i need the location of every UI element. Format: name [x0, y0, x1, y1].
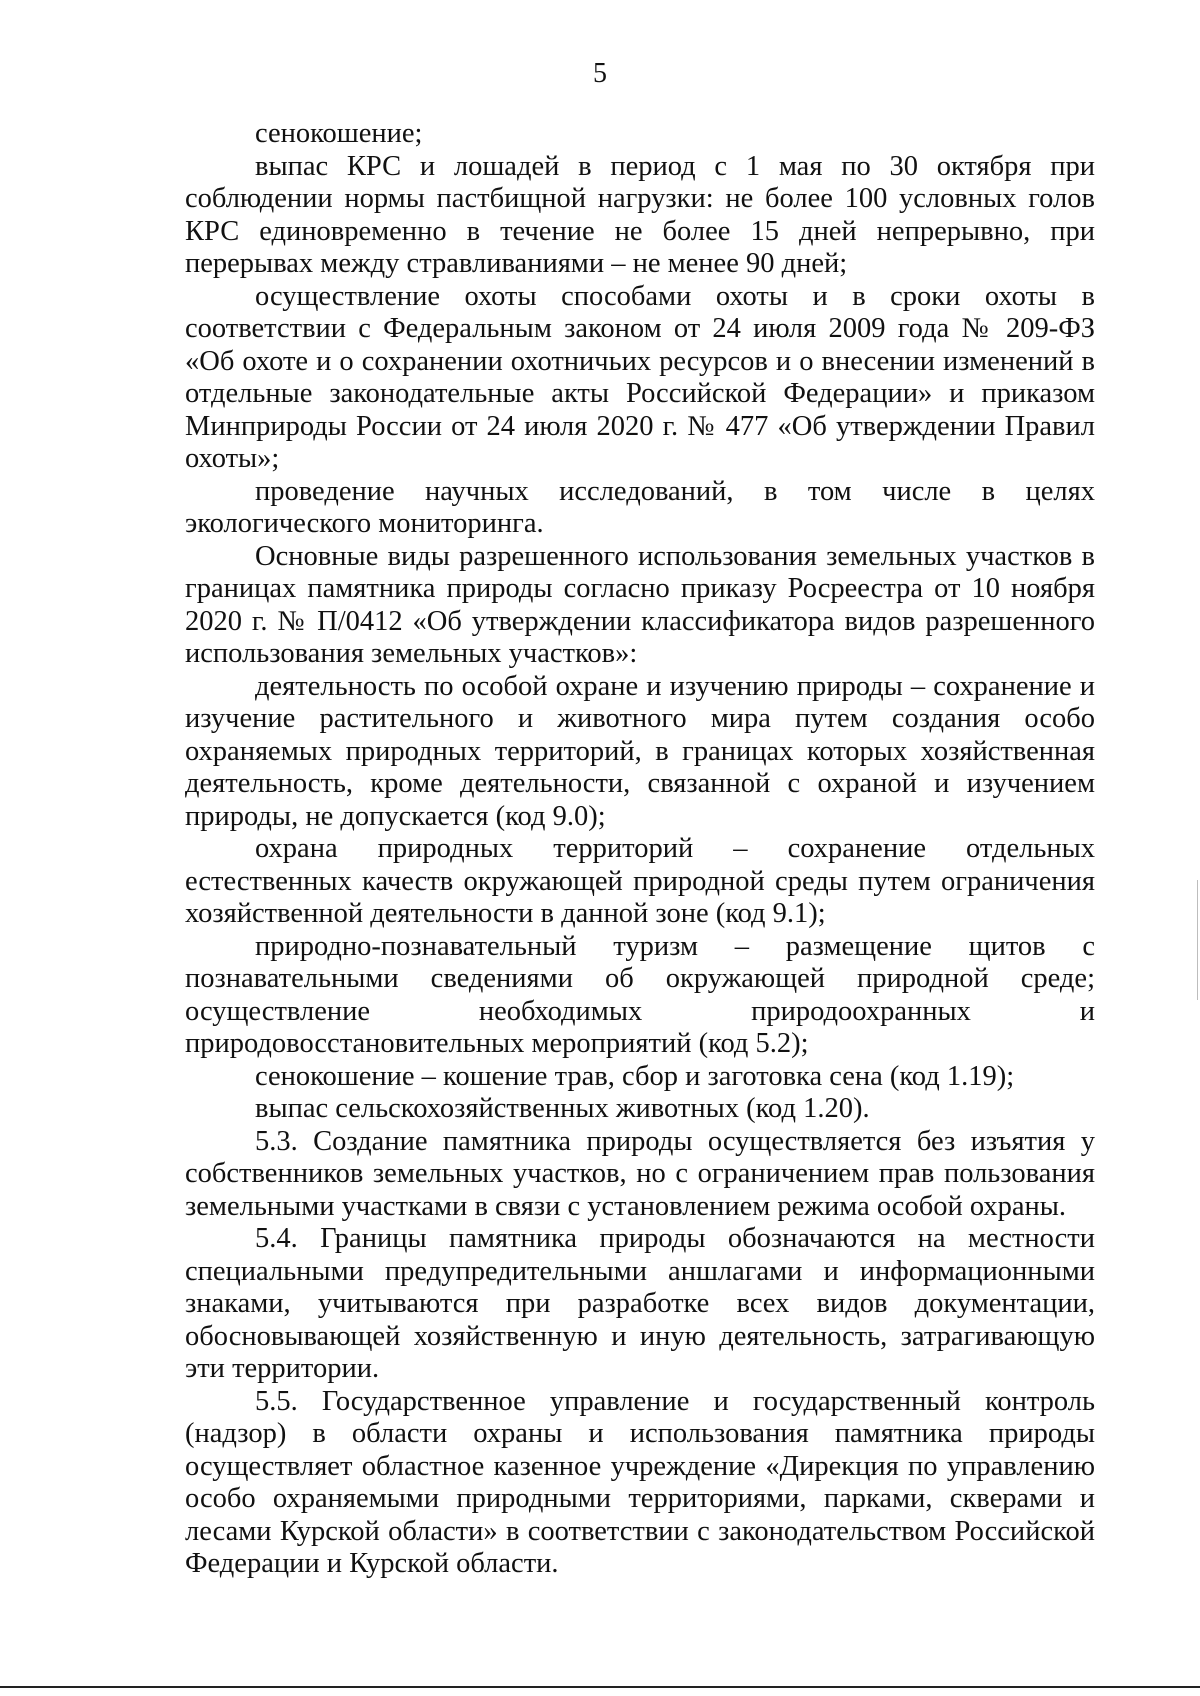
paragraph-5-4: 5.4. Границы памятника природы обозначаются на местности специальными предупредительными аншлагами и информационными знаками, учитываются при разработке всех видов документации, обосновывающей хозяйственную и иную деятельность, затрагивающую эти территории. [185, 1223, 1095, 1384]
paragraph-eco-tourism: природно-познавательный туризм – размещение щитов с познавательными сведениями об окружающей природной среде; осуществление необходимых природоохранных и природовосстановительных мероприятий (код 5.2); [185, 930, 1095, 1059]
paragraph-5-3: 5.3. Создание памятника природы осуществляется без изъятия у собственников земельных участков, но с ограничением прав пользования земельными участками в связи с установлением режима особой охраны. [185, 1125, 1095, 1222]
paragraph-haymaking-code: сенокошение – кошение трав, сбор и заготовка сена (код 1.19); [255, 1060, 1015, 1092]
paragraph-nature-protection-activity: деятельность по особой охране и изучению природы – сохранение и изучение растительного и животного мира путем создания особо охраняемых природных территорий, в границах которых хозяйственная деятельность, кроме деятельности, связанной с охраной и изучением природы, не допускается (код 9.0); [185, 670, 1095, 832]
paragraph-5-5: 5.5. Государственное управление и государственный контроль (надзор) в области охраны и использования памятника природы осуществляет областное казенное учреждение «Дирекция по управлению особо охраняемыми природными территориями, парками, скверами и лесами Курской области» в соответствии с законодательством Российской Федерации и Курской области. [185, 1385, 1095, 1579]
paragraph-cattle-grazing: выпас КРС и лошадей в период с 1 мая по 30 октября при соблюдении нормы пастбищной нагрузки: не более 100 условных голов КРС единовременно в течение не более 15 дней непрерывно, при перерывах между стравливаниями – не менее 90 дней; [185, 150, 1095, 279]
page-bottom-rule [0, 1686, 1200, 1688]
page-number: 5 [593, 58, 607, 89]
paragraph-territory-protection: охрана природных территорий – сохранение отдельных естественных качеств окружающей природной среды путем ограничения хозяйственной деятельности в данной зоне (код 9.1); [185, 833, 1095, 929]
paragraph-livestock-grazing-code: выпас сельскохозяйственных животных (код 1.20). [255, 1093, 870, 1124]
paragraph-haymaking: сенокошение; [255, 118, 423, 149]
document-body [185, 118, 1095, 1581]
paragraph-hunting: осуществление охоты способами охоты и в сроки охоты в соответствии с Федеральным законом от 24 июля 2009 года № 209-ФЗ «Об охоте и о сохранении охотничьих ресурсов и о внесении изменений в отдельные законодательные акты Российской Федерации» и приказом Минприроды России от 24 июля 2020 г. № 477 «Об утверждении Правил охоты»; [185, 280, 1095, 474]
scan-edge-mark [1197, 880, 1198, 1000]
paragraph-research: проведение научных исследований, в том числе в целях экологического мониторинга. [185, 475, 1095, 539]
paragraph-land-use-types: Основные виды разрешенного использования земельных участков в границах памятника природы согласно приказу Росреестра от 10 ноября 2020 г. № П/0412 «Об утверждении классификатора видов разрешенного использования земельных участков»: [185, 540, 1095, 669]
